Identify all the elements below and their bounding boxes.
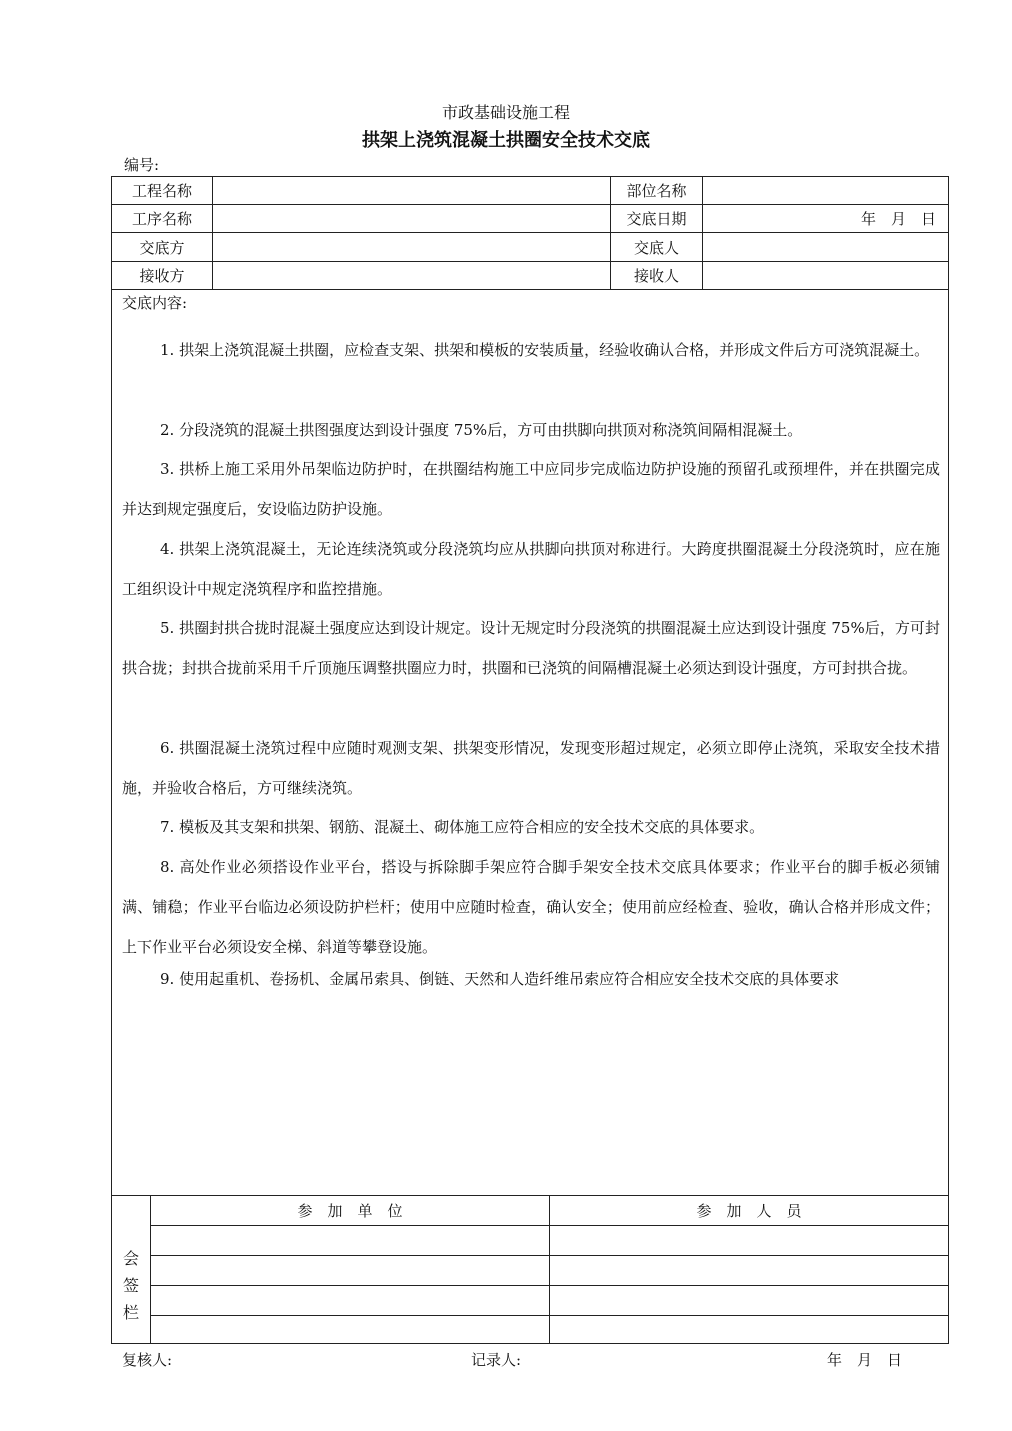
content-item: 9. 使用起重机、卷扬机、金属吊索具、倒链、天然和人造纤维吊索应符合相应安全技术交底的具体要求 [160,970,840,988]
issuer-person-label: 交底人 [633,238,679,257]
participant-person-field[interactable] [550,1226,948,1255]
recorder-label: 记录人: [471,1351,522,1369]
signoff-label-char: 栏 [122,1302,139,1322]
participant-unit-field[interactable] [151,1226,549,1255]
page-title: 拱架上浇筑混凝土拱圈安全技术交底 [362,130,650,151]
receiver-person-field[interactable] [703,262,948,289]
serial-label: 编号: [124,156,160,174]
process-name-field[interactable] [213,205,610,232]
footer-date: 年 月 日 [827,1351,903,1369]
row-divider [111,289,949,290]
person-column-header: 参 加 人 员 [696,1202,802,1220]
signoff-label [113,1226,149,1344]
page-subtitle: 市政基础设施工程 [441,103,570,122]
signoff-label-char: 会 [122,1248,139,1268]
participant-person-field[interactable] [550,1256,948,1285]
content-item: 6. 拱圈混凝土浇筑过程中应随时观测支架、拱架变形情况，发现变形超过规定，必须立即停止浇筑，采取安全技术措施，并验收合格后，方可继续浇筑。 [122,739,940,797]
participant-unit-field[interactable] [151,1316,549,1343]
receiver-party-label: 接收方 [139,267,185,285]
issuer-person-field[interactable] [703,233,948,261]
participant-person-field[interactable] [550,1286,948,1315]
content-item: 3. 拱桥上施工采用外吊架临边防护时，在拱圈结构施工中应同步完成临边防护设施的预留孔或预埋件，并在拱圈完成并达到规定强度后，安设临边防护设施。 [122,460,940,518]
reviewer-label: 复核人: [122,1351,173,1369]
content-item: 8. 高处作业必须搭设作业平台，搭设与拆除脚手架应符合脚手架安全技术交底具体要求；作业平台的脚手板必须铺满、铺稳；作业平台临边必须设防护栏杆；使用中应随时检查，确认安全；使用前应经检查、验收，确认合格并形成文件；上下作业平台必须设安全梯、斜道等攀登设施。 [122,858,940,956]
receiver-person-label: 接收人 [633,267,679,285]
issuer-party-field[interactable] [213,233,610,261]
disclosure-date-field[interactable]: 年 月 日 [860,210,936,228]
content-item: 4. 拱架上浇筑混凝土，无论连续浇筑或分段浇筑均应从拱脚向拱顶对称进行。大跨度拱圈混凝土分段浇筑时，应在施工组织设计中规定浇筑程序和监控措施。 [122,540,940,598]
content-item: 1. 拱架上浇筑混凝土拱圈，应检查支架、拱架和模板的安装质量，经验收确认合格，并形成文件后方可浇筑混凝土。 [160,341,930,359]
participant-unit-field[interactable] [151,1286,549,1315]
content-label: 交底内容: [122,294,188,312]
unit-column-header: 参 加 单 位 [297,1202,403,1220]
content-item: 7. 模板及其支架和拱架、钢筋、混凝土、砌体施工应符合相应的安全技术交底的具体要求。 [160,818,765,836]
content-item: 5. 拱圈封拱合拢时混凝土强度应达到设计规定。设计无规定时分段浇筑的拱圈混凝土应达到设计强度 75%后，方可封拱合拢；封拱合拢前采用千斤顶施压调整拱圈应力时，拱圈和已浇筑的间隔槽混凝土必须达到设计强度，方可封拱合拢。 [122,619,940,677]
part-name-label: 部位名称 [626,182,687,200]
serial-number [122,154,161,175]
disclosure-date-label: 交底日期 [626,210,687,228]
receiver-party-field[interactable] [213,262,610,289]
part-name-field[interactable] [703,177,948,204]
signoff-label-char: 签 [122,1275,139,1295]
project-name-field[interactable] [213,177,610,204]
issuer-party-label: 交底方 [139,238,185,257]
process-name-label: 工序名称 [131,210,192,228]
content-item: 2. 分段浇筑的混凝土拱图强度达到设计强度 75%后，方可由拱脚向拱顶对称浇筑间隔相混凝土。 [160,421,803,439]
participant-person-field[interactable] [550,1316,948,1343]
project-name-label: 工程名称 [131,182,192,200]
participant-unit-field[interactable] [151,1256,549,1285]
